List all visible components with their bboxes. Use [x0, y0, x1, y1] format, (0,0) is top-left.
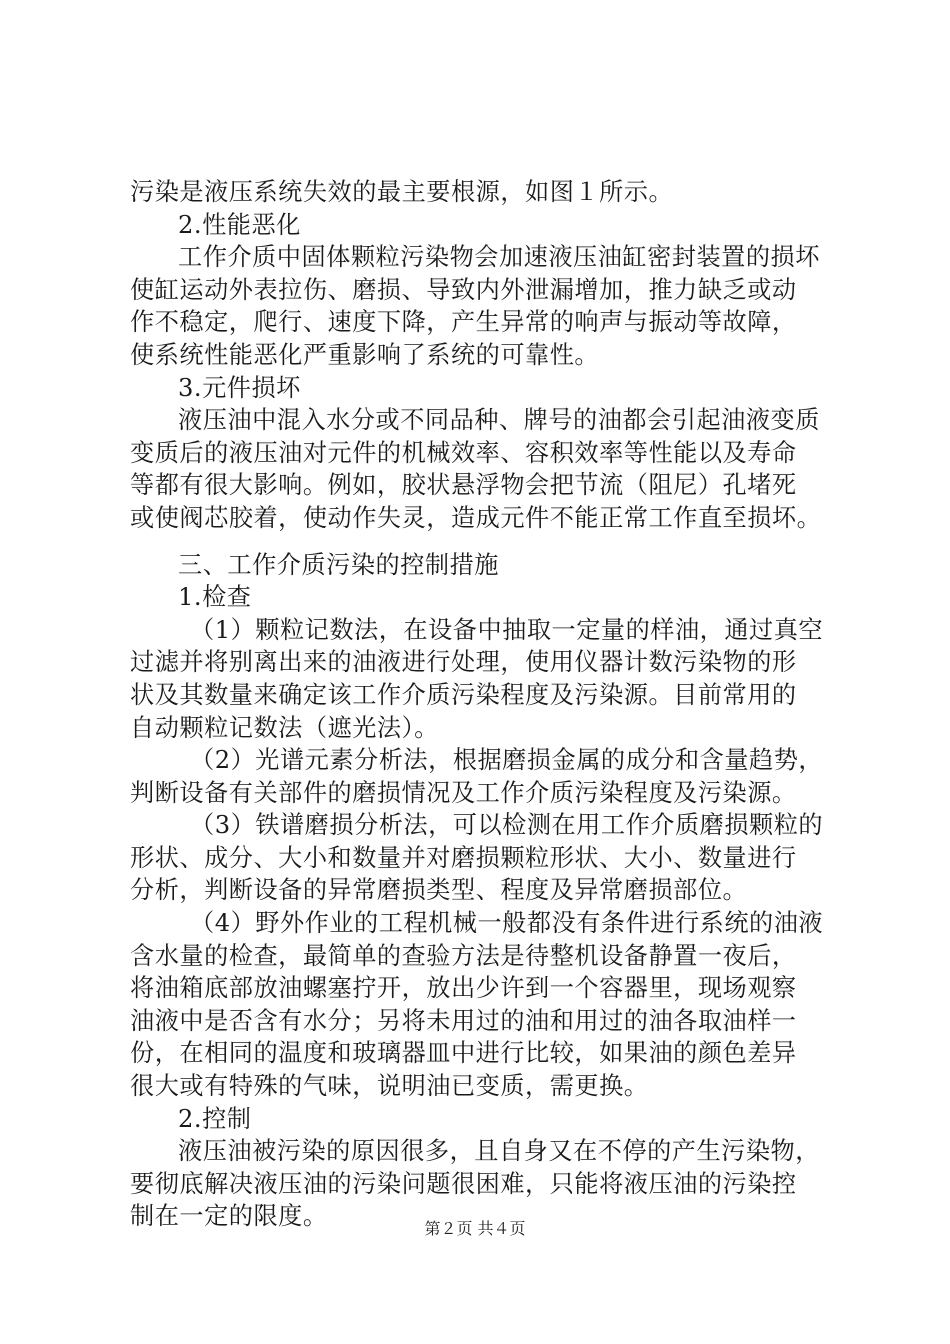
text-line: 工作介质中固体颗粒污染物会加速液压油缸密封装置的损坏 [178, 243, 820, 272]
text-line: 油液中是否含有水分；另将未用过的油和用过的油各取油样一 [130, 1006, 797, 1035]
text-line: （1）颗粒记数法，在设备中抽取一定量的样油，通过真空 [190, 615, 824, 644]
section-heading-control: 2.控制 [178, 1104, 252, 1133]
text-line: 或使阀芯胶着，使动作失灵，造成元件不能正常工作直至损坏。 [130, 503, 822, 532]
chapter-heading-control-measures: 三、工作介质污染的控制措施 [178, 550, 499, 579]
paragraph-gap [130, 535, 830, 549]
text-line: 使缸运动外表拉伤、磨损、导致内外泄漏增加，推力缺乏或动 [130, 275, 797, 304]
section-heading-performance: 2.性能恶化 [178, 210, 301, 239]
text-line: 变质后的液压油对元件的机械效率、容积效率等性能以及寿命 [130, 438, 797, 467]
text-line: 自动颗粒记数法（遮光法）。 [130, 713, 439, 742]
text-line: 制在一定的限度。 [130, 1202, 328, 1231]
text-line: 判断设备有关部件的磨损情况及工作介质污染程度及污染源。 [130, 778, 797, 807]
section-heading-inspection: 1.检查 [178, 583, 252, 612]
text-line: 过滤并将别离出来的油液进行处理，使用仪器计数污染物的形 [130, 648, 797, 677]
text-line: （2）光谱元素分析法，根据磨损金属的成分和含量趋势， [190, 746, 824, 775]
text-line: 要彻底解决液压油的污染问题很困难，只能将液压油的污染控 [130, 1169, 797, 1198]
document-body [130, 176, 830, 1233]
text-line: （3）铁谱磨损分析法，可以检测在用工作介质磨损颗粒的 [190, 811, 824, 840]
text-line: 很大或有特殊的气味，说明油已变质，需更换。 [130, 1072, 649, 1101]
text-line: 分析，判断设备的异常磨损类型、程度及异常磨损部位。 [130, 876, 748, 905]
text-line: 液压油被污染的原因很多，且自身又在不停的产生污染物， [178, 1137, 820, 1166]
text-line: 作不稳定，爬行、速度下降，产生异常的响声与振动等故障， [130, 308, 797, 337]
section-heading-component-damage: 3.元件损坏 [178, 373, 301, 402]
page-footer: 第２页 共４页 [424, 1219, 526, 1238]
text-line: （4）野外作业的工程机械一般都没有条件进行系统的油液 [190, 909, 824, 938]
text-line: 污染是液压系统失效的最主要根源，如图１所示。 [130, 178, 674, 206]
text-line: 等都有很大影响。例如，胶状悬浮物会把节流（阻尼）孔堵死 [130, 471, 797, 500]
text-line: 液压油中混入水分或不同品种、牌号的油都会引起油液变质 [178, 406, 820, 435]
text-line: 状及其数量来确定该工作介质污染程度及污染源。目前常用的 [130, 680, 797, 709]
text-line: 将油箱底部放油螺塞拧开，放出少许到一个容器里，现场观察 [130, 974, 797, 1003]
text-line: 形状、成分、大小和数量并对磨损颗粒形状、大小、数量进行 [130, 843, 797, 872]
text-line: 使系统性能恶化严重影响了系统的可靠性。 [130, 340, 600, 369]
text-line: 份，在相同的温度和玻璃器皿中进行比较，如果油的颜色差异 [130, 1039, 797, 1068]
text-line: 含水量的检查，最简单的查验方法是待整机设备静置一夜后， [130, 941, 797, 970]
